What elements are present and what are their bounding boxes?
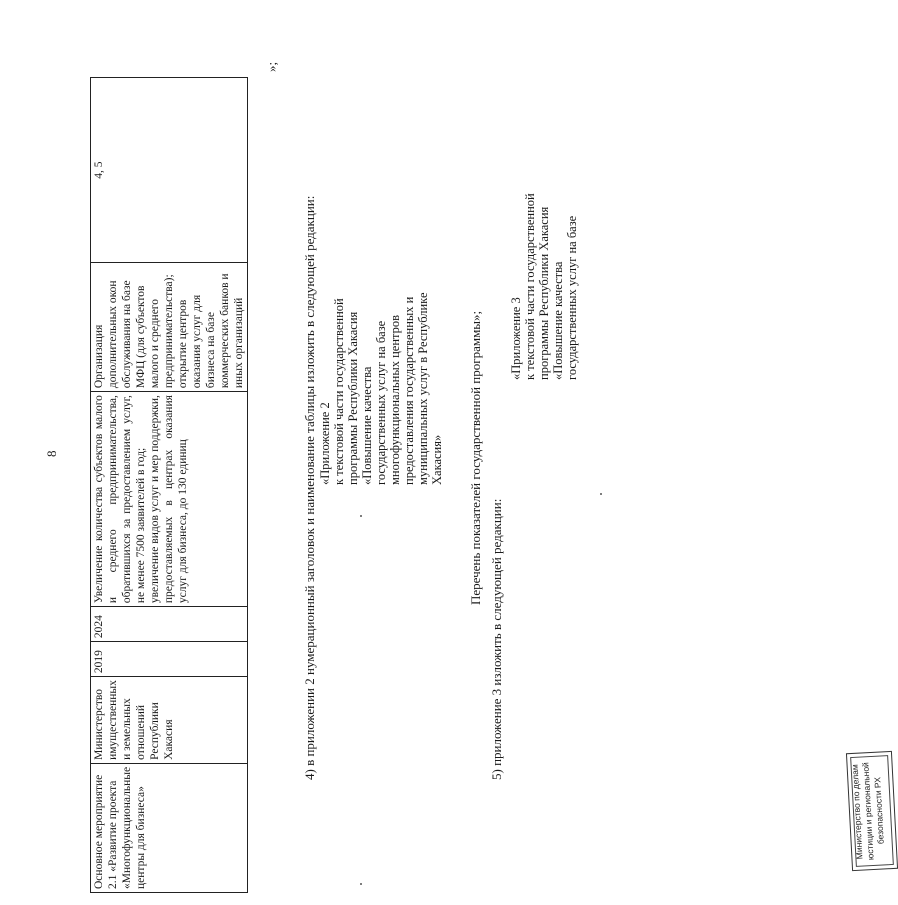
scan-speck (600, 493, 602, 495)
item-5-text: 5) приложение 3 изложить в следующей редакции: (489, 498, 504, 780)
scan-speck (360, 883, 362, 885)
appendix-2-header: «Приложение 2 к текстовой части государственной программы Республики Хакасия «Повышение качества государственных услуг на базе многофункциональных центров предоставления государственных и муниципальных услуг в Республике Хакасия» (318, 292, 444, 485)
indicators-list-title: Перечень показателей государственной программы»; (468, 310, 483, 605)
cell-organization: Министерство имущественных и земельных отношений Республики Хакасия (91, 677, 248, 764)
cell-year-end: 2024 (91, 607, 248, 642)
cell-indicator-numbers: 4, 5 (91, 78, 248, 263)
table-row (91, 78, 248, 893)
scan-speck (360, 515, 362, 517)
page-number: 8 (44, 450, 59, 457)
table-closing-mark: »; (264, 61, 279, 72)
item-4-text: 4) в приложении 2 нумерационный заголовок и наименование таблицы изложить в следующей редакции: (302, 195, 317, 780)
cell-event: Основное мероприятие 2.1 «Развитие проекта «Многофункциональные центры для бизнеса» (91, 763, 248, 892)
ministry-stamp: Министерство по делам юстиции и региональной безопасности РХ (846, 751, 898, 871)
cell-year-start: 2019 (91, 642, 248, 677)
measures-table (90, 77, 248, 893)
cell-expected-result: Увеличение количества субъектов малого и среднего предпринимательства, обратившихся за предоставлением услуг, не менее 7500 заявителей в год; увеличение видов услуг и мер поддержки, предоставляемых в центрах оказания услуг для бизнеса, до 130 единиц (91, 392, 248, 607)
appendix-3-header: «Приложение 3 к текстовой части государственной программы Республики Хакасия «Повышение качества государственных услуг на базе (509, 193, 579, 380)
cell-directions: Организация дополнительных окон обслуживания на базе МФЦ (для субъектов малого и среднего предпринимательства); открытие центров оказания услуг для бизнеса на базе коммерческих банков и иных организаций (91, 263, 248, 392)
